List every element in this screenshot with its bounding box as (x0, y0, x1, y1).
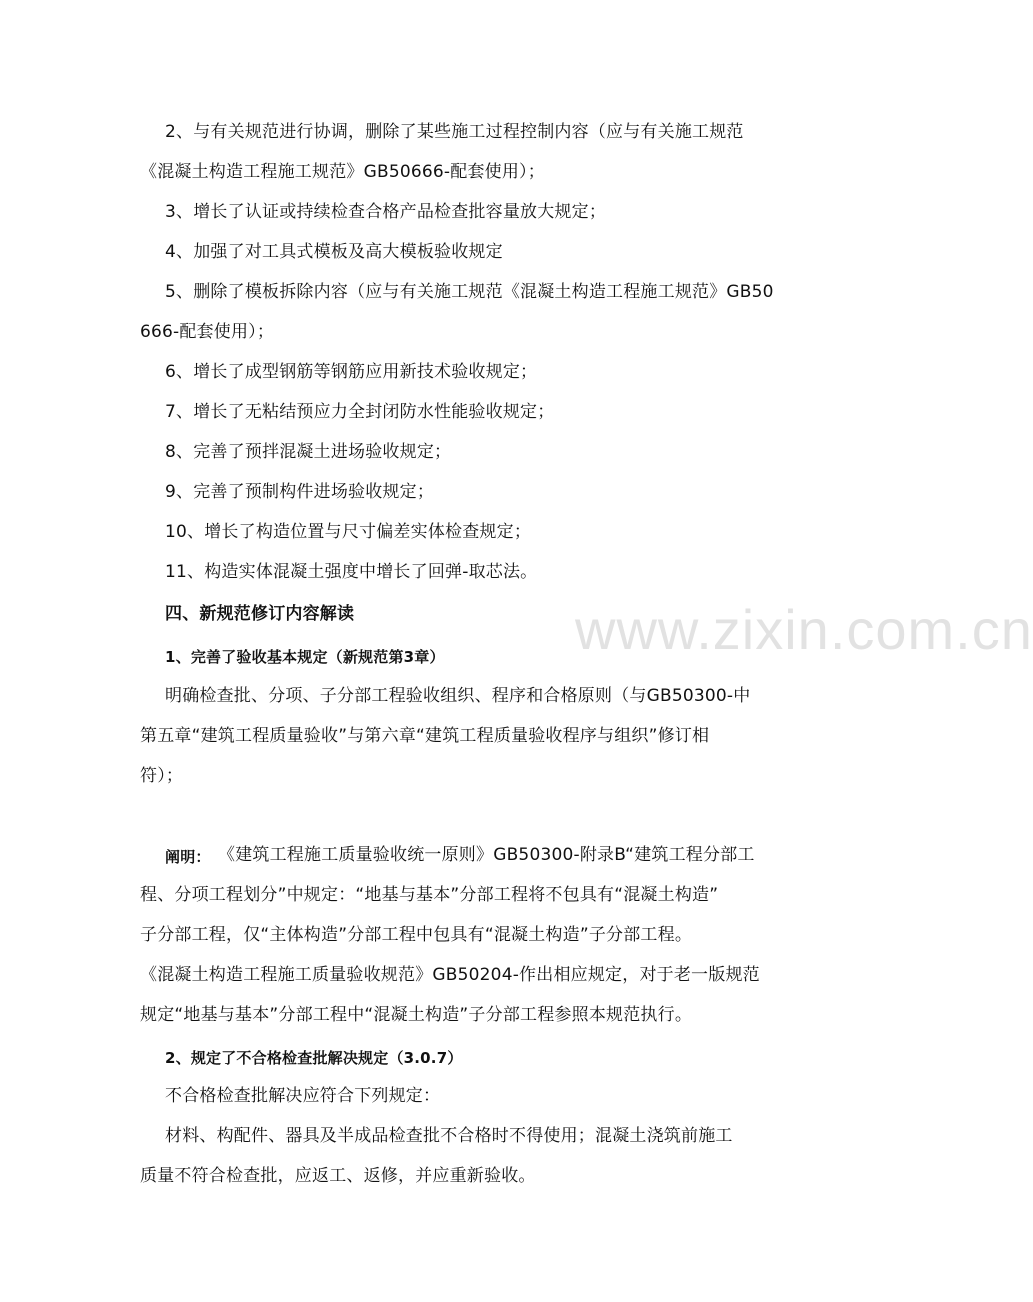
text-line: 程、分项工程划分”中规定：“地基与基本”分部工程将不包具有“混凝土构造” (140, 885, 719, 905)
text-line: 规定“地基与基本”分部工程中“混凝土构造”子分部工程参照本规范执行。 (140, 1005, 693, 1025)
text-line: 质量不符合检查批，应返工、返修，并应重新验收。 (140, 1166, 536, 1186)
text-line: 7、增长了无粘结预应力全封闭防水性能验收规定； (165, 402, 555, 422)
text-line: 8、完善了预拌混凝土进场验收规定； (165, 442, 452, 462)
note-label: 阐明： (165, 848, 211, 866)
text-line: 第五章“建筑工程质量验收”与第六章“建筑工程质量验收程序与组织”修订相 (140, 726, 710, 746)
text-line: 《混凝土构造工程施工质量验收规范》GB50204-作出相应规定，对于老一版规范 (140, 965, 760, 985)
text-line: 666-配套使用）； (140, 322, 275, 342)
text-line: 符）； (140, 766, 184, 786)
text-line: 《混凝土构造工程施工规范》GB50666-配套使用）； (140, 162, 545, 182)
text-line: 《建筑工程施工质量验收统一原则》GB50300-附录B“建筑工程分部工 (218, 845, 755, 865)
text-line: 3、增长了认证或持续检查合格产品检查批容量放大规定； (165, 202, 607, 222)
watermark: www.zixin.com.cn (575, 598, 1033, 661)
text-line: 材料、构配件、器具及半成品检查批不合格时不得使用；混凝土浇筑前施工 (165, 1126, 733, 1146)
subsection-heading: 2、规定了不合格检查批解决规定（3.0.7） (165, 1049, 463, 1067)
text-line: 11、构造实体混凝土强度中增长了回弹-取芯法。 (165, 562, 538, 582)
subsection-heading: 1、完善了验收基本规定（新规范第3章） (165, 648, 445, 666)
text-line: 5、删除了模板拆除内容（应与有关施工规范《混凝土构造工程施工规范》GB50 (165, 282, 774, 302)
text-line: 4、加强了对工具式模板及高大模板验收规定 (165, 242, 503, 262)
text-line: 9、完善了预制构件进场验收规定； (165, 482, 435, 502)
section-heading: 四、新规范修订内容解读 (165, 604, 355, 624)
text-line: 10、增长了构造位置与尺寸偏差实体检查规定； (165, 522, 532, 542)
text-line: 2、与有关规范进行协调，删除了某些施工过程控制内容（应与有关施工规范 (165, 122, 744, 142)
text-line: 子分部工程，仅“主体构造”分部工程中包具有“混凝土构造”子分部工程。 (140, 925, 693, 945)
text-line: 明确检查批、分项、子分部工程验收组织、程序和合格原则（与GB50300-中 (165, 686, 751, 706)
text-line: 6、增长了成型钢筋等钢筋应用新技术验收规定； (165, 362, 538, 382)
text-line: 不合格检查批解决应符合下列规定： (165, 1086, 441, 1106)
